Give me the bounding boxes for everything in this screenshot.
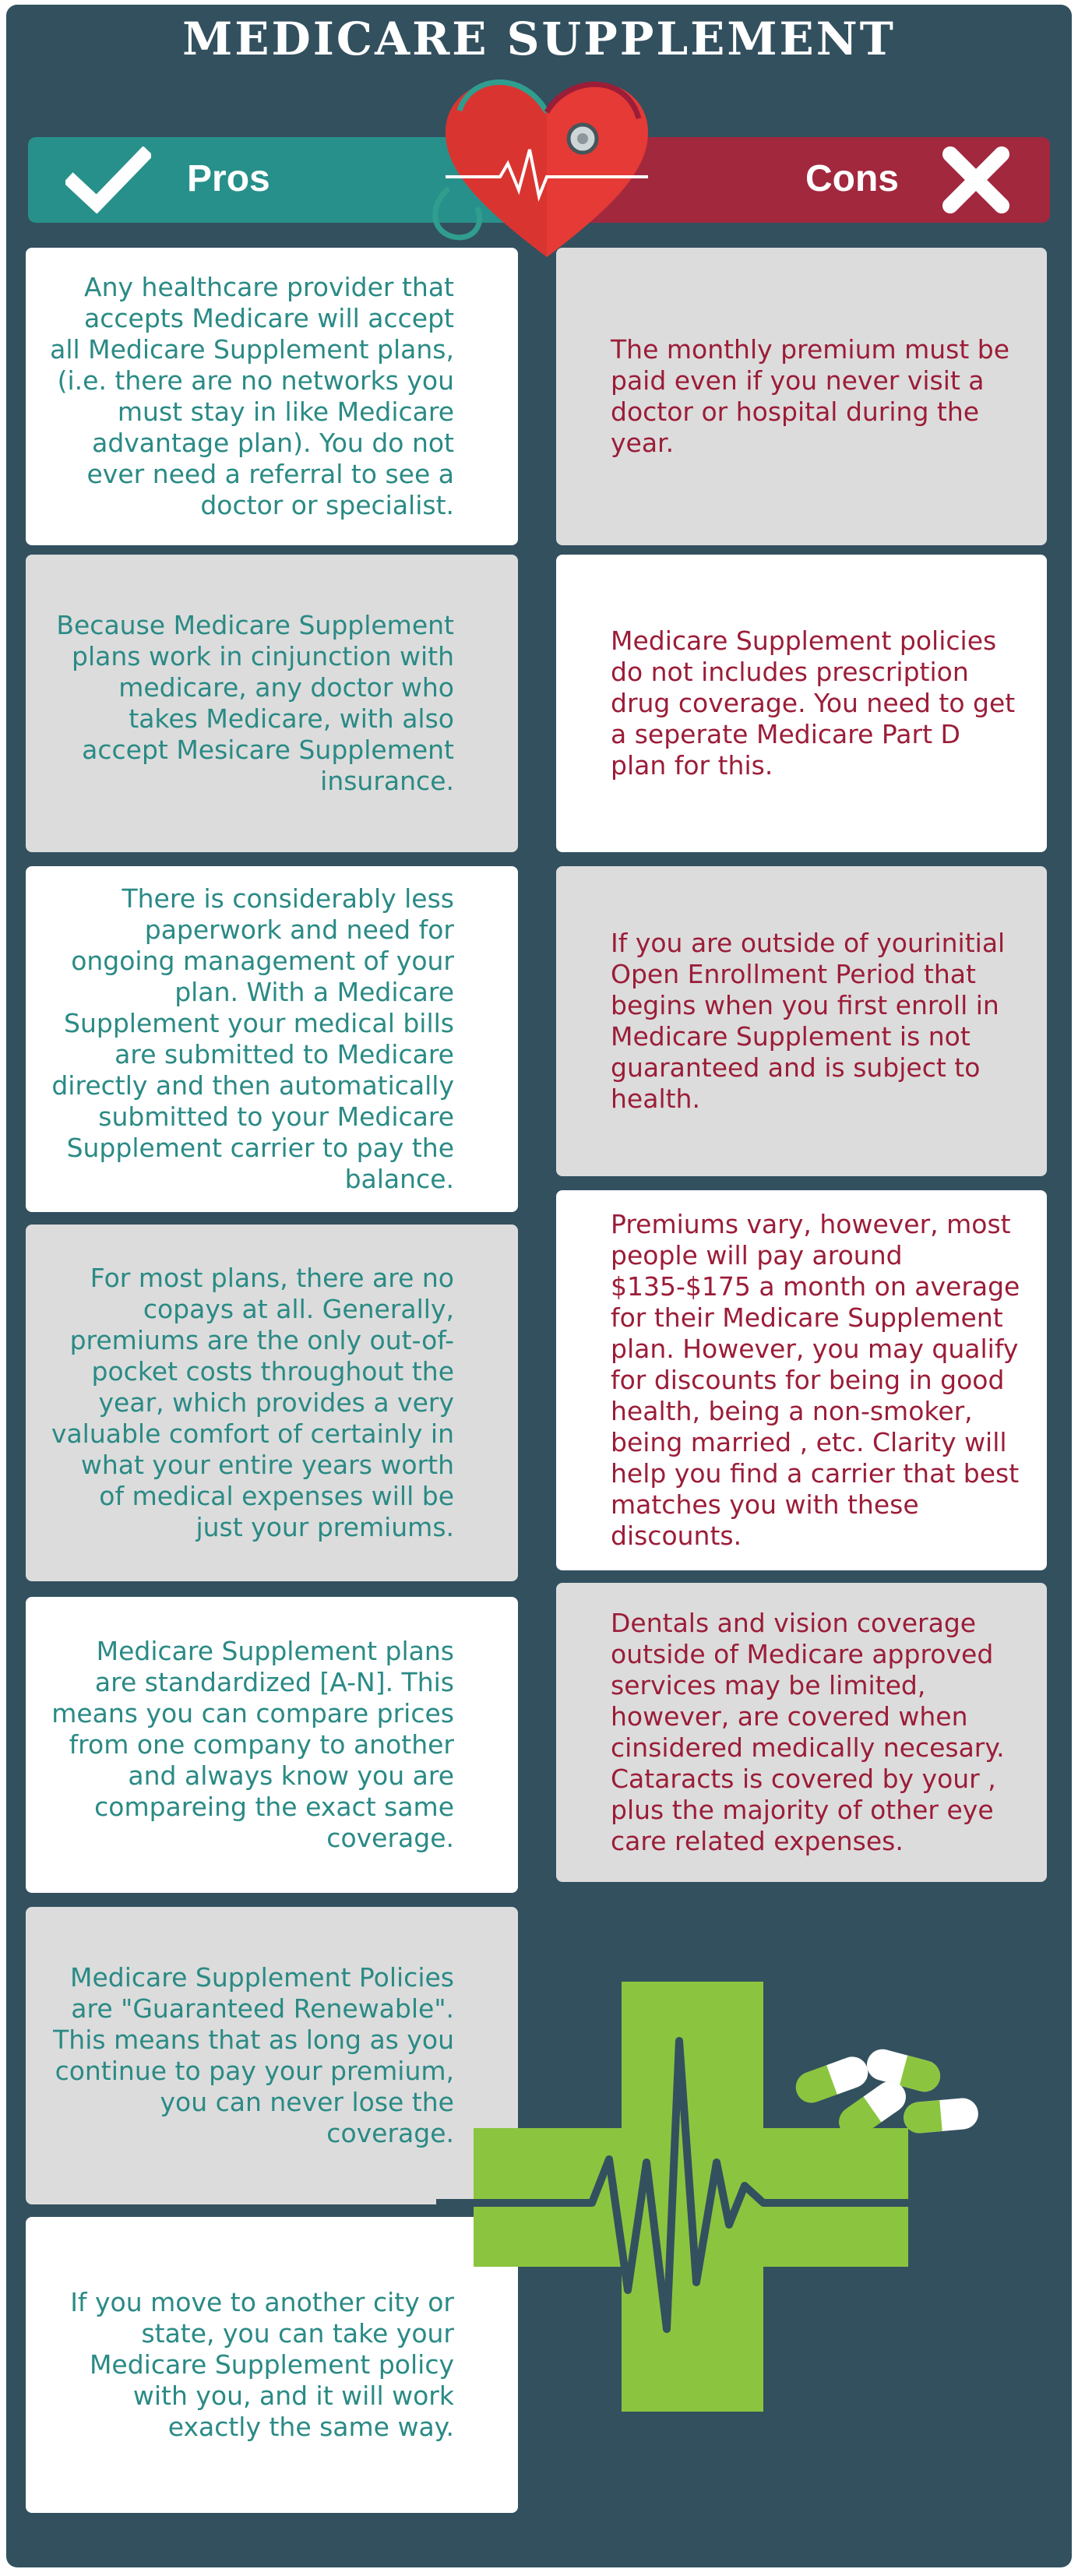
checkmark-icon — [65, 146, 151, 213]
cons-item-2: Medicare Supplement policies do not includes prescription drug coverage. You need to get a seperate Medicare Part D plan for this. — [556, 555, 1047, 852]
page-title: MEDICARE SUPPLEMENT — [182, 12, 896, 65]
pros-item-7: If you move to another city or state, you can take your Medicare Supplement policy with you, and it will work exactly the same way. — [26, 2217, 518, 2513]
pros-item-3: There is considerably less paperwork and need for ongoing management of your plan. With a Medicare Supplement your medical bills are submitted to Medicare directly and then automatically submitted to your Medicare Supplement carrier to pay the balance. — [26, 866, 518, 1212]
pros-item-1: Any healthcare provider that accepts Medicare will accept all Medicare Supplement plans, (i.e. there are no networks you must stay in like Medicare advantage plan). You do not ever need a referral to see a doctor or specialist. — [26, 248, 518, 545]
x-icon — [941, 145, 1011, 215]
cons-label: Cons — [805, 158, 899, 199]
pros-label: Pros — [187, 158, 270, 199]
cons-item-3: If you are outside of yourinitial Open Enrollment Period that begins when you first enroll in Medicare Supplement is not guaranteed and is subject to health. — [556, 866, 1047, 1176]
pros-item-2: Because Medicare Supplement plans work in cinjunction with medicare, any doctor who takes Medicare, with also accept Mesicare Supplement insurance. — [26, 555, 518, 852]
pros-item-4: For most plans, there are no copays at all. Generally, premiums are the only out-of-pocket costs throughout the year, which provides a very valuable comfort of certainly in what your entire years worth of medical expenses will be just your premiums. — [26, 1225, 518, 1581]
cons-item-1: The monthly premium must be paid even if you never visit a doctor or hospital during the year. — [556, 248, 1047, 545]
cons-item-5: Dentals and vision coverage outside of Medicare approved services may be limited, however, are covered when cinsidered medically necesary. Cataracts is covered by your , plus the majority of other eye care related expenses. — [556, 1583, 1047, 1882]
medical-cross-icon — [436, 1963, 997, 2430]
pros-item-5: Medicare Supplement plans are standardized [A-N]. This means you can compare prices from one company to another and always know you are compareing the exact same coverage. — [26, 1597, 518, 1893]
heart-stethoscope-icon — [430, 72, 664, 266]
pros-item-6: Medicare Supplement Policies are "Guaranteed Renewable". This means that as long as you continue to pay your premium, you can never lose the coverage. — [26, 1907, 518, 2204]
cons-item-4: Premiums vary, however, most people will pay around $135-$175 a month on average for their Medicare Supplement plan. However, you may qualify for discounts for being in good health, being a non-smoker, being married , etc. Clarity will help you find a carrier that best matches you with these discounts. — [556, 1190, 1047, 1570]
